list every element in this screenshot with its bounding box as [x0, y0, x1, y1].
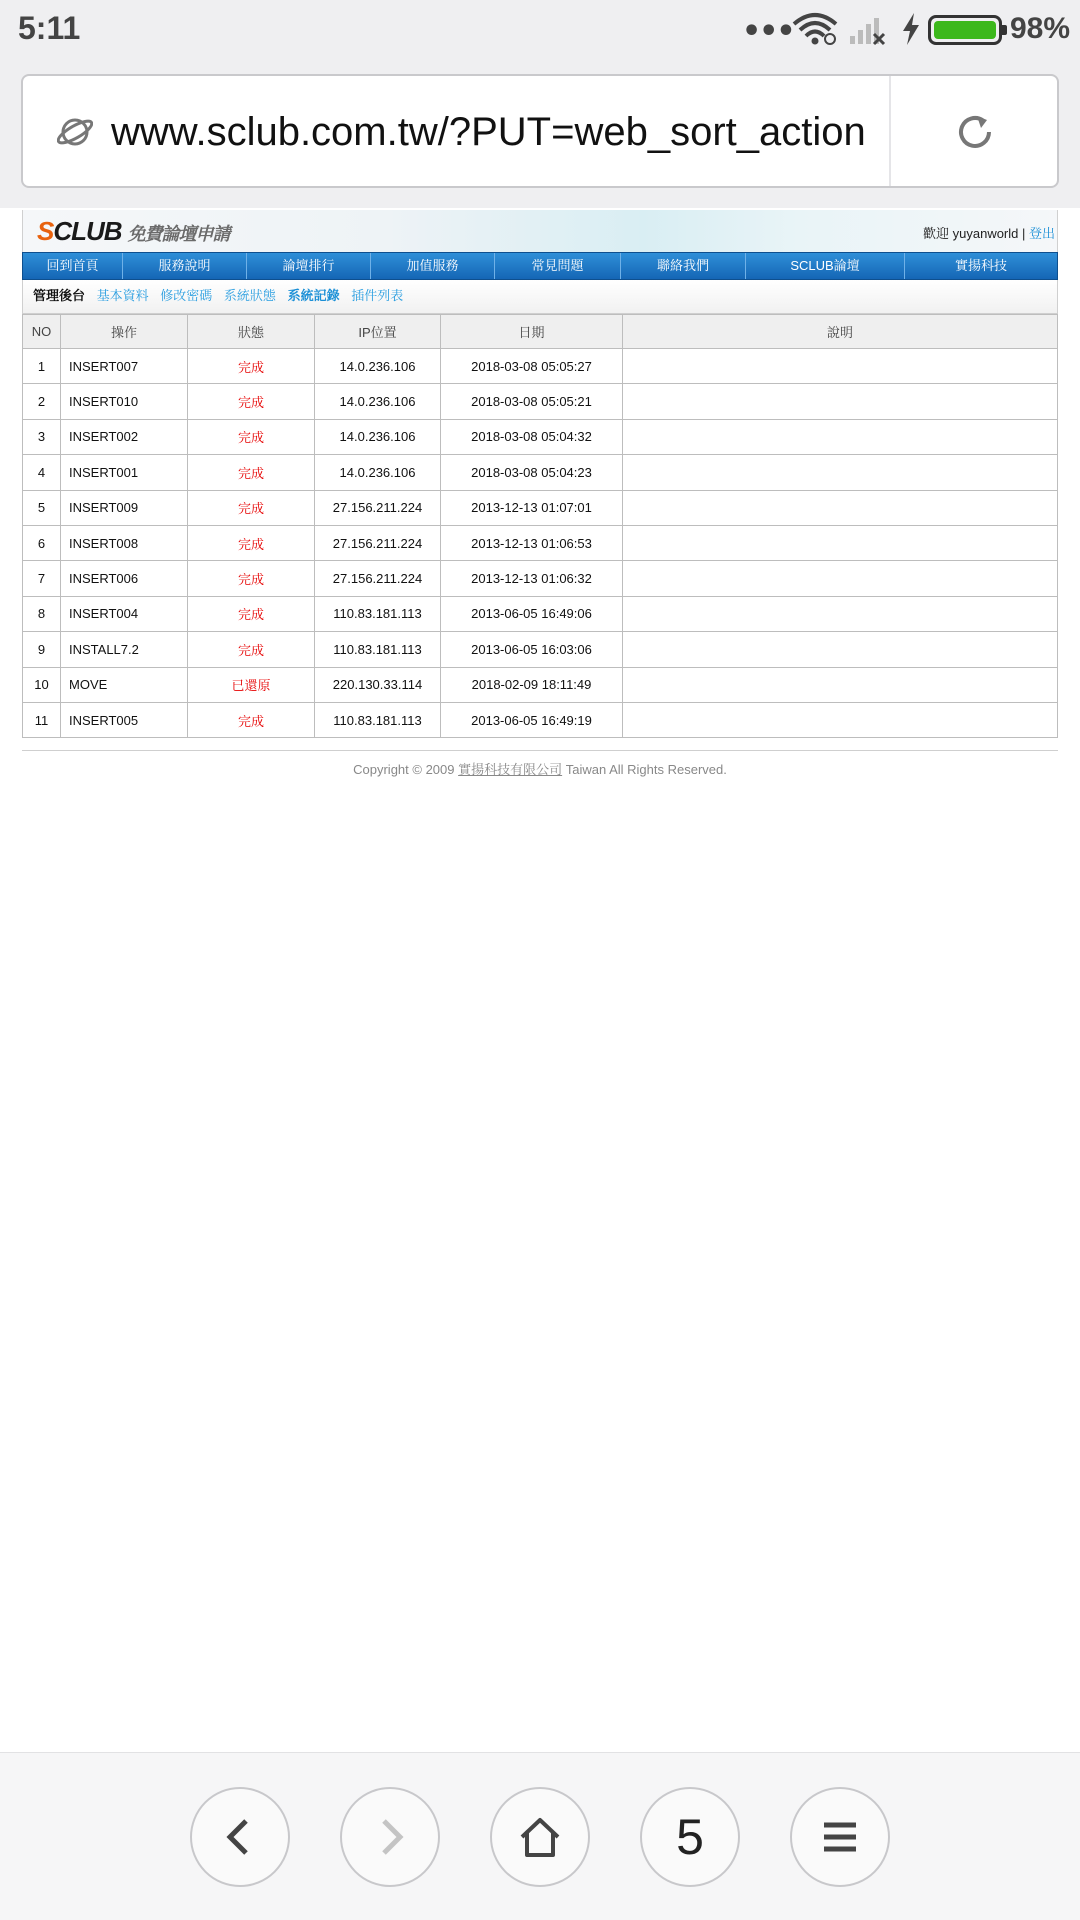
cell-description — [623, 632, 1058, 667]
cell-status: 已還原 — [188, 667, 315, 702]
cell-operation: MOVE — [61, 667, 188, 702]
more-notifications-icon: ••• — [742, 14, 794, 49]
status-bar — [0, 0, 1080, 58]
cell-date: 2013-06-05 16:03:06 — [441, 632, 623, 667]
cell-operation: INSERT001 — [61, 455, 188, 490]
logo-tagline: 免費論壇申請 — [127, 224, 230, 244]
welcome-text: 歡迎 yuyanworld | — [923, 226, 1029, 241]
globe-icon — [57, 114, 93, 150]
copyright-suffix: Taiwan All Rights Reserved. — [562, 762, 727, 778]
cell-operation: INSERT005 — [61, 702, 188, 737]
url-text[interactable]: www.sclub.com.tw/?PUT=web_sort_action — [111, 110, 866, 154]
col-header-status: 狀態 — [188, 315, 315, 349]
cell-description — [623, 667, 1058, 702]
cell-date: 2013-06-05 16:49:19 — [441, 702, 623, 737]
back-button[interactable] — [190, 1787, 290, 1887]
subnav-system-status[interactable]: 系統狀態 — [223, 288, 276, 303]
cell-no: 3 — [23, 419, 61, 454]
forward-button[interactable] — [340, 1787, 440, 1887]
nav-sclub-forum[interactable]: SCLUB論壇 — [746, 253, 905, 279]
cell-date: 2018-03-08 05:05:21 — [441, 384, 623, 419]
cell-ip: 220.130.33.114 — [315, 667, 441, 702]
cell-ip: 14.0.236.106 — [315, 419, 441, 454]
cell-ip: 27.156.211.224 — [315, 561, 441, 596]
table-body — [23, 349, 1058, 738]
copyright-prefix: Copyright © 2009 — [353, 762, 459, 778]
cell-status: 完成 — [188, 632, 315, 667]
cell-status: 完成 — [188, 490, 315, 525]
table-row — [23, 702, 1058, 737]
cell-date: 2018-03-08 05:04:32 — [441, 419, 623, 454]
cell-no: 2 — [23, 384, 61, 419]
nav-faq[interactable]: 常見問題 — [495, 253, 621, 279]
cell-status: 完成 — [188, 349, 315, 384]
cell-description — [623, 455, 1058, 490]
cell-description — [623, 419, 1058, 454]
subnav-change-password[interactable]: 修改密碼 — [160, 288, 213, 303]
nav-company[interactable]: 實揚科技 — [954, 258, 1007, 273]
browser-bottom-bar — [0, 1752, 1080, 1920]
cell-status: 完成 — [188, 561, 315, 596]
cell-no: 8 — [23, 596, 61, 631]
system-log-table — [22, 314, 1058, 738]
cell-date: 2013-12-13 01:06:53 — [441, 525, 623, 560]
wifi-icon — [792, 12, 838, 46]
welcome-message — [923, 223, 1055, 242]
cell-date: 2013-06-05 16:49:06 — [441, 596, 623, 631]
cell-operation: INSERT008 — [61, 525, 188, 560]
home-icon — [518, 1815, 562, 1859]
cell-ip: 27.156.211.224 — [315, 525, 441, 560]
cell-ip: 14.0.236.106 — [315, 349, 441, 384]
cell-no: 5 — [23, 490, 61, 525]
site-logo[interactable]: SCLUB 免費論壇申請 — [37, 216, 230, 246]
table-row — [23, 455, 1058, 490]
cell-no: 1 — [23, 349, 61, 384]
subnav-system-log[interactable]: 系統記錄 — [287, 288, 340, 303]
col-header-description: 說明 — [623, 315, 1058, 349]
cell-status: 完成 — [188, 596, 315, 631]
nav-service[interactable]: 服務說明 — [123, 253, 247, 279]
cell-ip: 27.156.211.224 — [315, 490, 441, 525]
cell-no: 6 — [23, 525, 61, 560]
cell-no: 4 — [23, 455, 61, 490]
cell-status: 完成 — [188, 525, 315, 560]
table-row — [23, 561, 1058, 596]
cell-description — [623, 349, 1058, 384]
cell-status: 完成 — [188, 702, 315, 737]
cell-status: 完成 — [188, 419, 315, 454]
cell-date: 2018-03-08 05:05:27 — [441, 349, 623, 384]
cell-description — [623, 561, 1058, 596]
table-row — [23, 596, 1058, 631]
cell-operation: INSERT010 — [61, 384, 188, 419]
subnav-plugin-list[interactable]: 插件列表 — [351, 288, 404, 303]
cell-ip: 14.0.236.106 — [315, 384, 441, 419]
status-time: 5:11 — [18, 10, 81, 46]
cell-description — [623, 702, 1058, 737]
table-row — [23, 490, 1058, 525]
table-row — [23, 384, 1058, 419]
menu-button[interactable] — [790, 1787, 890, 1887]
table-row — [23, 349, 1058, 384]
cell-no: 11 — [23, 702, 61, 737]
cell-date: 2013-12-13 01:07:01 — [441, 490, 623, 525]
signal-icon — [848, 14, 886, 46]
cell-date: 2018-02-09 18:11:49 — [441, 667, 623, 702]
nav-contact[interactable]: 聯絡我們 — [621, 253, 746, 279]
tab-count: 5 — [676, 1809, 704, 1865]
cell-operation: INSERT007 — [61, 349, 188, 384]
col-header-operation: 操作 — [61, 315, 188, 349]
site-header — [22, 210, 1058, 252]
nav-value-added[interactable]: 加值服務 — [371, 253, 495, 279]
admin-subnav — [22, 280, 1058, 314]
col-header-ip: IP位置 — [315, 315, 441, 349]
copyright-footer — [22, 750, 1058, 778]
cell-description — [623, 490, 1058, 525]
table-header-row — [23, 315, 1058, 349]
subnav-basic-info[interactable]: 基本資料 — [96, 288, 149, 303]
table-row — [23, 525, 1058, 560]
table-row — [23, 419, 1058, 454]
url-bar[interactable] — [21, 74, 1059, 188]
col-header-date: 日期 — [441, 315, 623, 349]
tabs-button[interactable] — [640, 1787, 740, 1887]
nav-home[interactable]: 回到首頁 — [23, 253, 123, 279]
cell-operation: INSERT006 — [61, 561, 188, 596]
logout-link[interactable]: 登出 — [1028, 226, 1055, 241]
subnav-admin-label: 管理後台 — [33, 288, 86, 303]
cell-ip: 110.83.181.113 — [315, 596, 441, 631]
cell-ip: 110.83.181.113 — [315, 632, 441, 667]
charging-icon — [900, 12, 922, 46]
battery-icon — [928, 15, 1002, 45]
menu-icon — [818, 1815, 862, 1859]
cell-description — [623, 596, 1058, 631]
nav-ranking[interactable]: 論壇排行 — [247, 253, 371, 279]
web-page — [22, 210, 1058, 778]
cell-description — [623, 384, 1058, 419]
battery-percent: 98% — [1010, 12, 1071, 45]
col-header-no: NO — [23, 315, 61, 349]
table-row — [23, 632, 1058, 667]
reload-icon[interactable] — [953, 110, 997, 154]
cell-date: 2013-12-13 01:06:32 — [441, 561, 623, 596]
company-link[interactable]: 實揚科技有限公司 — [458, 762, 563, 778]
cell-ip: 14.0.236.106 — [315, 455, 441, 490]
cell-no: 9 — [23, 632, 61, 667]
forward-arrow-icon — [368, 1815, 412, 1859]
back-arrow-icon — [218, 1815, 262, 1859]
table-row — [23, 667, 1058, 702]
cell-ip: 110.83.181.113 — [315, 702, 441, 737]
cell-operation: INSTALL7.2 — [61, 632, 188, 667]
url-bar-divider — [889, 76, 891, 186]
cell-status: 完成 — [188, 455, 315, 490]
home-button[interactable] — [490, 1787, 590, 1887]
cell-operation: INSERT004 — [61, 596, 188, 631]
cell-status: 完成 — [188, 384, 315, 419]
cell-operation: INSERT002 — [61, 419, 188, 454]
main-nav — [22, 252, 1058, 280]
cell-no: 7 — [23, 561, 61, 596]
cell-date: 2018-03-08 05:04:23 — [441, 455, 623, 490]
cell-operation: INSERT009 — [61, 490, 188, 525]
cell-description — [623, 525, 1058, 560]
cell-no: 10 — [23, 667, 61, 702]
